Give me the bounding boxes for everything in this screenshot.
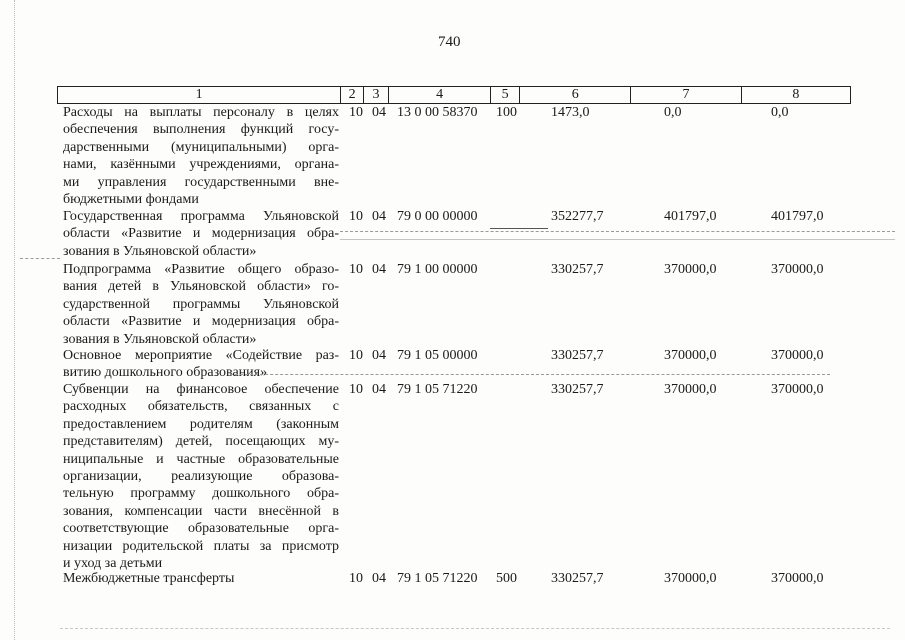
desc-line: представителям) детей, посещающих му- [63,434,339,450]
scan-artifact-line [230,374,830,375]
header-col-6: 6 [520,87,631,103]
desc-line: вания детей в Ульяновской области» го- [63,279,339,295]
cell-target-code: 13 0 00 58370 [397,105,478,120]
header-col-4: 4 [389,87,491,103]
cell-amount-3: 370000,0 [771,382,824,397]
cell-amount-1: 330257,7 [551,382,604,397]
row-description [63,208,339,260]
desc-line: витию дошкольного образования» [63,365,268,381]
desc-line: Государственная программа Ульяновской [63,209,339,224]
desc-line: зования в Ульяновской области» [63,331,257,347]
cell-subsection: 04 [372,105,386,120]
desc-line: Расходы на выплаты персоналу в целях [63,105,339,120]
scan-artifact-line [490,228,548,229]
header-col-1: 1 [58,87,341,103]
cell-amount-2: 370000,0 [664,262,717,277]
desc-line: ниципальные и частные образовательные [63,451,339,467]
cell-section: 10 [349,105,363,120]
cell-target-code: 79 1 05 00000 [397,348,478,363]
cell-amount-3: 370000,0 [771,348,824,363]
cell-amount-3: 370000,0 [771,262,824,277]
desc-line: предоставлением родителям (законным [63,416,339,432]
desc-line: обеспечения выполнения функций госу- [63,122,339,138]
cell-subsection: 04 [372,382,386,397]
cell-amount-1: 330257,7 [551,571,604,586]
row-description [63,261,339,348]
desc-line: зования, компенсации части внесённой в [63,503,339,519]
scan-artifact-line [20,258,60,259]
row-description [63,381,339,572]
scan-artifact-line [340,239,895,240]
desc-line: бюджетными фондами [63,192,199,208]
desc-line: зования в Ульяновской области» [63,243,257,259]
desc-line: области «Развитие и модернизация обра- [63,226,339,242]
desc-line: Основное мероприятие «Содействие раз- [63,348,339,363]
cell-amount-2: 370000,0 [664,348,717,363]
cell-amount-1: 330257,7 [551,262,604,277]
cell-target-code: 79 1 05 71220 [397,571,478,586]
desc-line: нами, казёнными учреждениями, органа- [63,157,339,173]
desc-line: Подпрограмма «Развитие общего образо- [63,262,339,277]
desc-line: соответствующие образовательные орга- [63,521,339,537]
cell-section: 10 [349,571,363,586]
desc-line: сударственной программы Ульяновской [63,296,339,312]
header-col-8: 8 [792,87,800,102]
cell-subsection: 04 [372,571,386,586]
cell-section: 10 [349,382,363,397]
cell-amount-2: 370000,0 [664,571,717,586]
desc-line: Субвенции на финансовое обеспечение [63,382,339,397]
desc-line: и уход за детьми [63,556,163,572]
desc-line: области «Развитие и модернизация обра- [63,314,339,330]
page-number: 740 [438,34,461,50]
cell-section: 10 [349,262,363,277]
cell-target-code: 79 0 00 00000 [397,209,478,224]
desc-line: организации, реализующие образова- [63,469,339,485]
cell-amount-3: 370000,0 [771,571,824,586]
header-col-5: 5 [491,87,520,103]
cell-section: 10 [349,348,363,363]
header-col-7: 7 [631,87,741,103]
row-description [63,104,339,208]
cell-subsection: 04 [372,262,386,277]
cell-expense-type: 500 [496,571,517,586]
cell-amount-3: 0,0 [771,105,789,120]
cell-amount-1: 330257,7 [551,348,604,363]
desc-line: дарственными (муниципальными) орга- [63,139,339,155]
cell-amount-1: 352277,7 [551,209,604,224]
row-description [63,570,339,587]
row-description [63,347,339,382]
scan-artifact-line [60,628,890,629]
cell-subsection: 04 [372,348,386,363]
header-col-2: 2 [341,87,364,103]
desc-line: расходных обязательств, связанных с [63,399,339,415]
cell-amount-3: 401797,0 [771,209,824,224]
cell-amount-2: 0,0 [664,105,682,120]
cell-expense-type: 100 [496,105,517,120]
cell-target-code: 79 1 05 71220 [397,382,478,397]
header-col-3: 3 [364,87,389,103]
cell-amount-2: 370000,0 [664,382,717,397]
cell-subsection: 04 [372,209,386,224]
cell-target-code: 79 1 00 00000 [397,262,478,277]
desc-line: ми управления государственными вне- [63,174,339,190]
scan-artifact-line [340,231,895,232]
desc-line: тельную программу дошкольного обра- [63,486,339,502]
cell-amount-1: 1473,0 [551,105,590,120]
cell-section: 10 [349,209,363,224]
cell-amount-2: 401797,0 [664,209,717,224]
desc-line: Межбюджетные трансферты [63,571,235,586]
desc-line: низации родительской платы за присмотр [63,538,339,554]
